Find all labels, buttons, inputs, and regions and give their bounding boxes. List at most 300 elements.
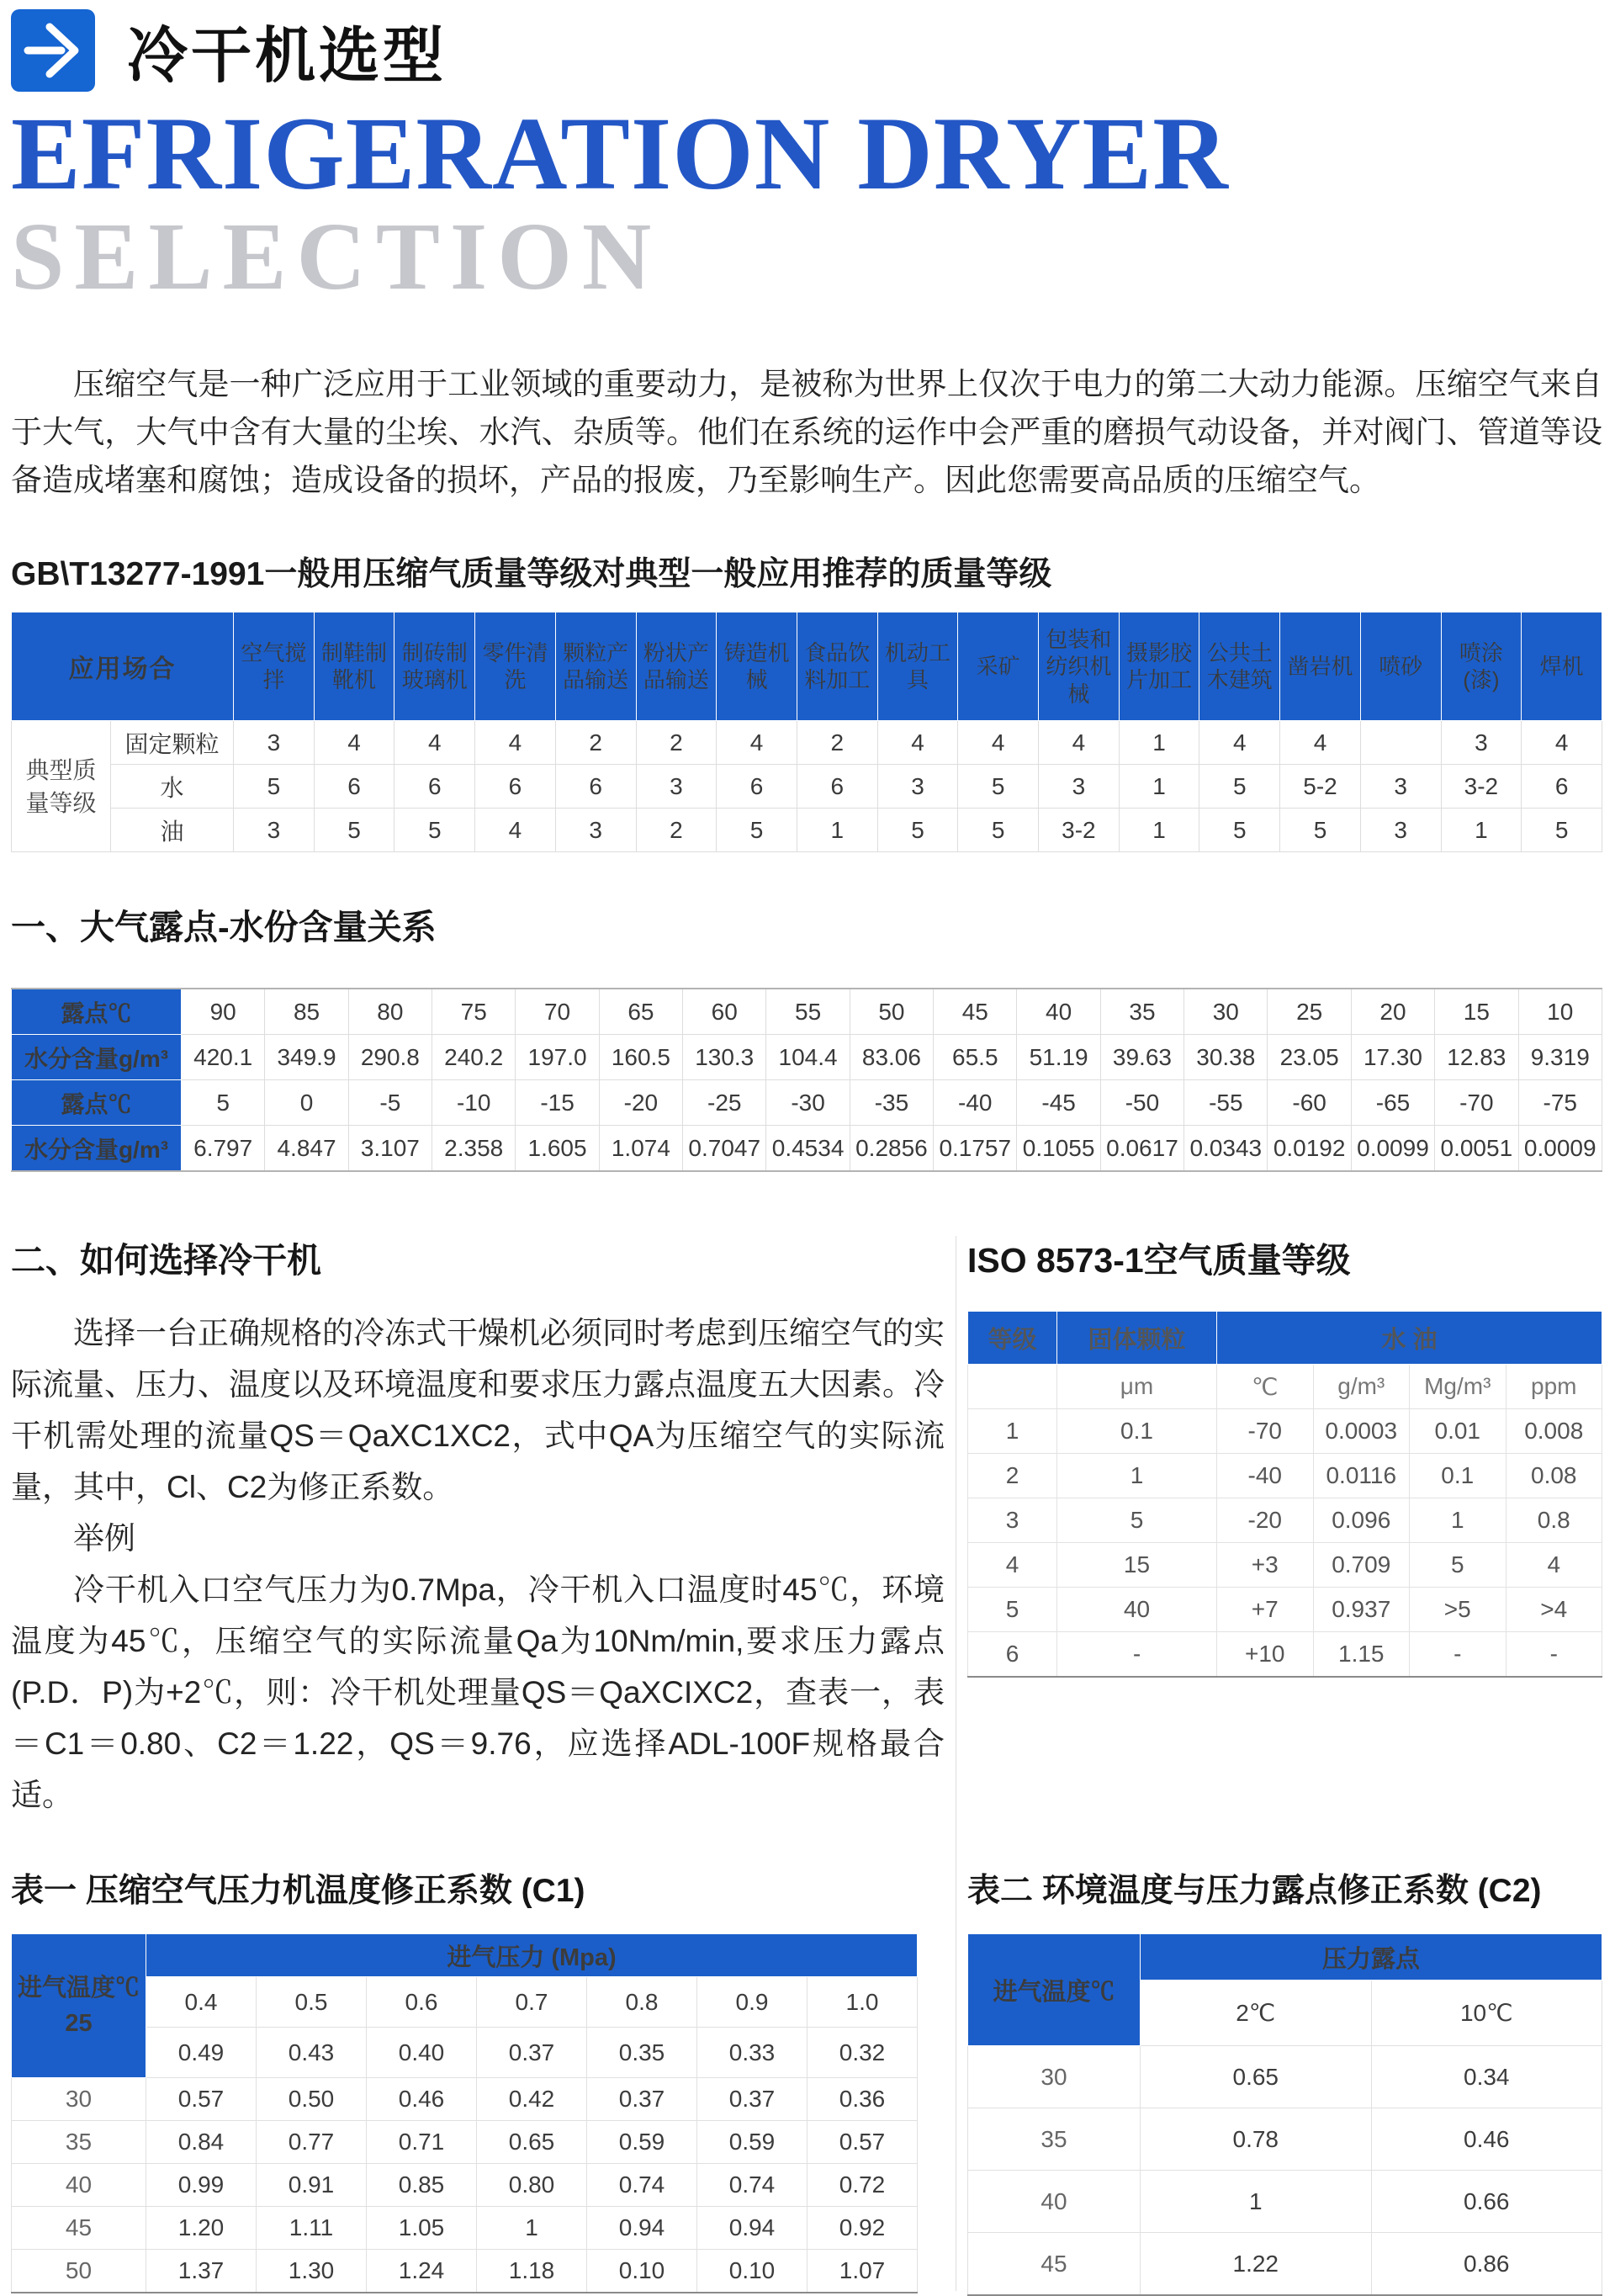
table-row bbox=[968, 2046, 1602, 2108]
dewpoint-cell: -60 bbox=[1268, 1080, 1351, 1126]
dewpoint-table bbox=[11, 988, 1602, 1172]
iso-cell: 0.0003 bbox=[1313, 1409, 1410, 1454]
c1-cell: 0.65 bbox=[477, 2121, 587, 2164]
unit-cell: μm bbox=[1057, 1365, 1217, 1409]
water-content-cell: 0.1757 bbox=[934, 1126, 1017, 1172]
iso-cell: >4 bbox=[1506, 1588, 1602, 1632]
iso-cell: 0.937 bbox=[1313, 1588, 1410, 1632]
iso-cell: 4 bbox=[968, 1543, 1057, 1588]
table-row bbox=[12, 1080, 1602, 1126]
application-column-header: 制鞋制靴机 bbox=[314, 612, 394, 721]
grade-cell: 5 bbox=[1522, 809, 1602, 852]
c1-cell: 0.85 bbox=[367, 2164, 477, 2207]
c1-cell: 1.05 bbox=[367, 2207, 477, 2250]
table-row bbox=[12, 2121, 918, 2164]
grade-cell: 3 bbox=[877, 765, 958, 809]
row-label: 50 bbox=[12, 2250, 146, 2293]
table-row bbox=[12, 809, 1602, 852]
application-column-header: 采矿 bbox=[958, 612, 1039, 721]
c1-cell: 0.71 bbox=[367, 2121, 477, 2164]
table-row bbox=[968, 2171, 1602, 2233]
iso-cell: 0.096 bbox=[1313, 1498, 1410, 1543]
table-row bbox=[968, 1454, 1602, 1498]
dewpoint-cell: -20 bbox=[599, 1080, 682, 1126]
dewpoint-cell: 15 bbox=[1435, 989, 1518, 1035]
dewpoint-column-header: 2℃ bbox=[1141, 1980, 1372, 2046]
dewpoint-cell: -25 bbox=[683, 1080, 766, 1126]
dewpoint-cell: 25 bbox=[1268, 989, 1351, 1035]
grade-cell: 1 bbox=[797, 809, 877, 852]
water-content-cell: 160.5 bbox=[599, 1035, 682, 1080]
application-column-header: 零件清洗 bbox=[475, 612, 556, 721]
c2-cell: 0.86 bbox=[1371, 2233, 1602, 2296]
table-row bbox=[968, 1632, 1602, 1678]
unit-cell: ppm bbox=[1506, 1365, 1602, 1409]
c2-cell: 0.34 bbox=[1371, 2046, 1602, 2108]
table-row bbox=[12, 2250, 918, 2293]
c1-cell: 0.92 bbox=[808, 2207, 918, 2250]
c1-cell: 0.33 bbox=[697, 2028, 808, 2078]
water-content-cell: 30.38 bbox=[1184, 1035, 1268, 1080]
table-row bbox=[968, 1543, 1602, 1588]
row-label: 30 bbox=[968, 2046, 1141, 2108]
iso-cell: -70 bbox=[1217, 1409, 1314, 1454]
iso-cell: 1 bbox=[968, 1409, 1057, 1454]
water-content-cell: 9.319 bbox=[1518, 1035, 1602, 1080]
water-content-cell: 1.605 bbox=[516, 1126, 599, 1172]
iso-cell: 5 bbox=[1410, 1543, 1506, 1588]
water-content-cell: 0.0192 bbox=[1268, 1126, 1351, 1172]
grade-cell: 5 bbox=[717, 809, 797, 852]
example-text: 冷干机入口空气压力为0.7Mpa，冷干机入口温度时45℃，环境温度为45℃，压缩空气的实际流量Qa为10Nm/min,要求压力露点(P.D．P)为+2℃，则：冷干机处理量QS＝QaXCIXC2，查表一，表＝C1＝0.80、C2＝1.22，QS＝9.76，应选择ADL-100F规格最合适。 bbox=[11, 1572, 945, 1813]
c1-cell: 0.37 bbox=[697, 2078, 808, 2121]
title-english-line2: SELECTION bbox=[11, 203, 662, 310]
water-content-cell: 349.9 bbox=[265, 1035, 348, 1080]
dewpoint-cell: 30 bbox=[1184, 989, 1268, 1035]
grade-cell: 2 bbox=[636, 809, 717, 852]
water-content-cell: 0.0099 bbox=[1351, 1126, 1434, 1172]
iso-cell: >5 bbox=[1410, 1588, 1506, 1632]
row-label: 水 bbox=[111, 765, 234, 809]
dewpoint-cell: 35 bbox=[1100, 989, 1183, 1035]
section2-heading: 二、如何选择冷干机 bbox=[11, 1241, 321, 1281]
water-oil-column-header: 水 油 bbox=[1217, 1312, 1602, 1365]
grade-cell: 4 bbox=[314, 721, 394, 765]
grade-cell: 4 bbox=[475, 721, 556, 765]
grade-column-header: 等级 bbox=[968, 1312, 1057, 1365]
grade-cell: 5 bbox=[958, 765, 1039, 809]
iso-cell: 0.8 bbox=[1506, 1498, 1602, 1543]
iso-cell: 5 bbox=[1057, 1498, 1217, 1543]
row-label: 固定颗粒 bbox=[111, 721, 234, 765]
title-english-line1: EFRIGERATION DRYER bbox=[11, 96, 1229, 211]
grade-cell: 6 bbox=[394, 765, 475, 809]
grade-cell: 1 bbox=[1119, 765, 1199, 809]
c1-cell: 1.11 bbox=[257, 2207, 367, 2250]
dewpoint-cell: -75 bbox=[1518, 1080, 1602, 1126]
units-row bbox=[968, 1365, 1602, 1409]
grade-cell: 3 bbox=[234, 809, 315, 852]
grade-cell: 3 bbox=[1039, 765, 1120, 809]
water-content-cell: 130.3 bbox=[683, 1035, 766, 1080]
grade-cell: 4 bbox=[475, 809, 556, 852]
dewpoint-cell: 70 bbox=[516, 989, 599, 1035]
application-column-header: 铸造机械 bbox=[717, 612, 797, 721]
row-label: 35 bbox=[968, 2108, 1141, 2171]
iso-cell: - bbox=[1506, 1632, 1602, 1678]
c1-cell: 0.99 bbox=[146, 2164, 257, 2207]
corner-line2: 25 bbox=[65, 2010, 93, 2038]
grade-cell: 3 bbox=[1360, 809, 1441, 852]
grade-cell: 3 bbox=[1441, 721, 1522, 765]
grade-cell: 3-2 bbox=[1441, 765, 1522, 809]
iso-cell: 40 bbox=[1057, 1588, 1217, 1632]
pressure-cell: 1.0 bbox=[808, 1977, 918, 2028]
c1-cell: 0.80 bbox=[477, 2164, 587, 2207]
iso-cell: 6 bbox=[968, 1632, 1057, 1678]
iso-cell: -20 bbox=[1217, 1498, 1314, 1543]
c1-cell: 0.32 bbox=[808, 2028, 918, 2078]
grade-cell: 5 bbox=[314, 809, 394, 852]
table-row bbox=[968, 1498, 1602, 1543]
iso-cell: 1 bbox=[1057, 1454, 1217, 1498]
dewpoint-cell: 90 bbox=[182, 989, 265, 1035]
c1-table-title: 表一 压缩空气压力机温度修正系数 (C1) bbox=[11, 1873, 585, 1910]
header bbox=[11, 7, 1602, 94]
dewpoint-cell: -10 bbox=[432, 1080, 516, 1126]
selection-paragraph bbox=[11, 1307, 945, 1821]
iso-cell: 1.15 bbox=[1313, 1632, 1410, 1678]
dewpoint-cell: -55 bbox=[1184, 1080, 1268, 1126]
gb-quality-table bbox=[11, 612, 1602, 852]
water-content-cell: 17.30 bbox=[1351, 1035, 1434, 1080]
grade-cell: 4 bbox=[1199, 721, 1280, 765]
row-label: 45 bbox=[968, 2233, 1141, 2296]
grade-cell: 5 bbox=[234, 765, 315, 809]
c1-cell: 0.74 bbox=[697, 2164, 808, 2207]
dewpoint-cell: -65 bbox=[1351, 1080, 1434, 1126]
empty-cell bbox=[968, 1365, 1057, 1409]
c1-cell: 0.94 bbox=[587, 2207, 697, 2250]
c2-correction bbox=[967, 1821, 1602, 2296]
corner-line1: 进气温度℃ bbox=[17, 1975, 140, 2002]
intro-paragraph: 压缩空气是一种广泛应用于工业领域的重要动力，是被称为世界上仅次于电力的第二大动力能源。压缩空气来自于大气，大气中含有大量的尘埃、水汽、杂质等。他们在系统的运作中会严重的磨损气动设备，并对阀门、管道等设备造成堵塞和腐蚀；造成设备的损坏，产品的报废，乃至影响生产。因此您需要高品质的压缩空气。 bbox=[11, 367, 1602, 498]
row-label: 35 bbox=[12, 2121, 146, 2164]
dewpoint-cell: 75 bbox=[432, 989, 516, 1035]
iso-cell: 0.0116 bbox=[1313, 1454, 1410, 1498]
application-column-header: 凿岩机 bbox=[1280, 612, 1361, 721]
iso-cell: 2 bbox=[968, 1454, 1057, 1498]
pressure-cell: 0.9 bbox=[697, 1977, 808, 2028]
c1-cell: 0.74 bbox=[587, 2164, 697, 2207]
table-row bbox=[12, 989, 1602, 1035]
iso-cell: +7 bbox=[1217, 1588, 1314, 1632]
dewpoint-cell: -70 bbox=[1435, 1080, 1518, 1126]
dewpoint-cell: 20 bbox=[1351, 989, 1434, 1035]
c1-cell: 0.57 bbox=[808, 2121, 918, 2164]
row-label: 水分含量g/m³ bbox=[12, 1035, 182, 1080]
dewpoint-cell: 40 bbox=[1017, 989, 1100, 1035]
c1-cell: 0.10 bbox=[697, 2250, 808, 2293]
pressure-cell: 0.7 bbox=[477, 1977, 587, 2028]
table-row bbox=[12, 1035, 1602, 1080]
grade-cell: 1 bbox=[1119, 809, 1199, 852]
row-label: 露点℃ bbox=[12, 989, 182, 1035]
table-header-row bbox=[968, 1312, 1602, 1365]
row-group-label: 典型质量等级 bbox=[12, 721, 111, 852]
application-column-header: 制砖制玻璃机 bbox=[394, 612, 475, 721]
table-row bbox=[12, 2164, 918, 2207]
iso-cell: 5 bbox=[968, 1588, 1057, 1632]
iso-cell: 15 bbox=[1057, 1543, 1217, 1588]
dewpoint-cell: -5 bbox=[348, 1080, 432, 1126]
table-row bbox=[12, 2207, 918, 2250]
pressure-cell: 0.8 bbox=[587, 1977, 697, 2028]
grade-cell: 2 bbox=[636, 721, 717, 765]
pressure-header: 进气压力 (Mpa) bbox=[146, 1934, 918, 1977]
application-column-header: 空气搅拌 bbox=[234, 612, 315, 721]
example-label: 举例 bbox=[73, 1521, 135, 1556]
grade-cell: 1 bbox=[1119, 721, 1199, 765]
c1-cell: 0.72 bbox=[808, 2164, 918, 2207]
water-content-cell: 65.5 bbox=[934, 1035, 1017, 1080]
grade-cell: 4 bbox=[877, 721, 958, 765]
c1-table bbox=[11, 1933, 918, 2293]
row-label: 40 bbox=[968, 2171, 1141, 2233]
water-content-cell: 1.074 bbox=[599, 1126, 682, 1172]
water-content-cell: 0.0343 bbox=[1184, 1126, 1268, 1172]
grade-cell: 6 bbox=[314, 765, 394, 809]
application-column-header: 摄影胶片加工 bbox=[1119, 612, 1199, 721]
iso-cell: 3 bbox=[968, 1498, 1057, 1543]
table-header-row bbox=[12, 1934, 918, 1977]
iso-cell: 0.008 bbox=[1506, 1409, 1602, 1454]
selection-guide bbox=[11, 1233, 945, 1821]
grade-cell: 1 bbox=[1441, 809, 1522, 852]
c1-cell: 0.59 bbox=[697, 2121, 808, 2164]
water-content-cell: 104.4 bbox=[766, 1035, 850, 1080]
table-row bbox=[968, 1588, 1602, 1632]
application-column-header: 粉状产品输送 bbox=[636, 612, 717, 721]
application-column-header: 焊机 bbox=[1522, 612, 1602, 721]
grade-cell: 5 bbox=[394, 809, 475, 852]
corner-cell: 进气温度℃ bbox=[968, 1934, 1141, 2046]
grade-cell: 4 bbox=[1522, 721, 1602, 765]
grade-cell bbox=[1360, 721, 1441, 765]
corner-cell: 应用场合 bbox=[12, 612, 234, 721]
grade-cell: 3 bbox=[555, 809, 636, 852]
c1-cell: 1.20 bbox=[146, 2207, 257, 2250]
dewpoint-cell: 45 bbox=[934, 989, 1017, 1035]
grade-cell: 5 bbox=[1199, 765, 1280, 809]
c1-correction bbox=[11, 1821, 945, 2296]
dewpoint-cell: 80 bbox=[348, 989, 432, 1035]
grade-cell: 2 bbox=[797, 721, 877, 765]
c2-cell: 0.46 bbox=[1371, 2108, 1602, 2171]
row-label: 45 bbox=[12, 2207, 146, 2250]
water-content-cell: 6.797 bbox=[182, 1126, 265, 1172]
grade-cell: 6 bbox=[475, 765, 556, 809]
grade-cell: 4 bbox=[394, 721, 475, 765]
grade-cell: 5-2 bbox=[1280, 765, 1361, 809]
c2-cell: 0.78 bbox=[1141, 2108, 1372, 2171]
iso-heading: ISO 8573-1空气质量等级 bbox=[967, 1241, 1351, 1281]
c1-cell: 0.59 bbox=[587, 2121, 697, 2164]
dewpoint-cell: 85 bbox=[265, 989, 348, 1035]
dewpoint-cell: 5 bbox=[182, 1080, 265, 1126]
unit-cell: g/m³ bbox=[1313, 1365, 1410, 1409]
dewpoint-header: 压力露点 bbox=[1141, 1934, 1602, 1980]
water-content-cell: 12.83 bbox=[1435, 1035, 1518, 1080]
grade-cell: 3 bbox=[1360, 765, 1441, 809]
grade-cell: 6 bbox=[555, 765, 636, 809]
c1-cell: 0.84 bbox=[146, 2121, 257, 2164]
gb-table-heading: GB\T13277-1991一般用压缩气质量等级对典型一般应用推荐的质量等级 bbox=[11, 556, 1052, 593]
c1-cell: 0.50 bbox=[257, 2078, 367, 2121]
water-content-cell: 0.0009 bbox=[1518, 1126, 1602, 1172]
c1-cell: 1.30 bbox=[257, 2250, 367, 2293]
grade-cell: 3 bbox=[234, 721, 315, 765]
grade-cell: 5 bbox=[958, 809, 1039, 852]
iso-cell: 0.1 bbox=[1410, 1454, 1506, 1498]
c1-cell: 0.40 bbox=[367, 2028, 477, 2078]
application-column-header: 公共土木建筑 bbox=[1199, 612, 1280, 721]
water-content-cell: 83.06 bbox=[850, 1035, 933, 1080]
grade-cell: 6 bbox=[717, 765, 797, 809]
dewpoint-cell: -45 bbox=[1017, 1080, 1100, 1126]
c1-cell: 0.10 bbox=[587, 2250, 697, 2293]
page-title: 冷干机选型 bbox=[127, 23, 447, 90]
grade-cell: 2 bbox=[555, 721, 636, 765]
arrow-right-icon bbox=[11, 9, 95, 92]
water-content-cell: 4.847 bbox=[265, 1126, 348, 1172]
iso-cell: 4 bbox=[1506, 1543, 1602, 1588]
application-column-header: 食品饮料加工 bbox=[797, 612, 877, 721]
c1-cell: 1.18 bbox=[477, 2250, 587, 2293]
iso-cell: - bbox=[1410, 1632, 1506, 1678]
grade-cell: 6 bbox=[797, 765, 877, 809]
grade-cell: 4 bbox=[1280, 721, 1361, 765]
grade-cell: 3-2 bbox=[1039, 809, 1120, 852]
iso-cell: 0.08 bbox=[1506, 1454, 1602, 1498]
water-content-cell: 0.4534 bbox=[766, 1126, 850, 1172]
water-content-cell: 3.107 bbox=[348, 1126, 432, 1172]
dewpoint-cell: 65 bbox=[599, 989, 682, 1035]
row-label: 水分含量g/m³ bbox=[12, 1126, 182, 1172]
grade-cell: 5 bbox=[1199, 809, 1280, 852]
c1-cell: 0.43 bbox=[257, 2028, 367, 2078]
c2-cell: 0.66 bbox=[1371, 2171, 1602, 2233]
row-label: 40 bbox=[12, 2164, 146, 2207]
table-row bbox=[12, 765, 1602, 809]
dewpoint-cell: 55 bbox=[766, 989, 850, 1035]
dewpoint-cell: -30 bbox=[766, 1080, 850, 1126]
iso-cell: -40 bbox=[1217, 1454, 1314, 1498]
water-content-cell: 290.8 bbox=[348, 1035, 432, 1080]
c1-cell: 0.42 bbox=[477, 2078, 587, 2121]
table-row bbox=[968, 1409, 1602, 1454]
row-label: 油 bbox=[111, 809, 234, 852]
table-row bbox=[12, 721, 1602, 765]
c2-cell: 1.22 bbox=[1141, 2233, 1372, 2296]
iso-air-quality bbox=[967, 1233, 1602, 1821]
grade-cell: 4 bbox=[717, 721, 797, 765]
dewpoint-cell: 10 bbox=[1518, 989, 1602, 1035]
pressure-cell: 0.5 bbox=[257, 1977, 367, 2028]
grade-cell: 6 bbox=[1522, 765, 1602, 809]
selection-text: 选择一台正确规格的冷冻式干燥机必须同时考虑到压缩空气的实际流量、压力、温度以及环境温度和要求压力露点温度五大因素。冷干机需处理的流量QS＝QaXC1XC2，式中QA为压缩空气的实际流量，其中，Cl、C2为修正系数。 bbox=[11, 1316, 945, 1505]
grade-cell: 4 bbox=[1039, 721, 1120, 765]
iso-table bbox=[967, 1311, 1602, 1678]
table-header-row bbox=[968, 1934, 1602, 1980]
unit-cell: ℃ bbox=[1217, 1365, 1314, 1409]
c1-cell: 0.37 bbox=[587, 2078, 697, 2121]
iso-cell: 1 bbox=[1410, 1498, 1506, 1543]
row-label: 30 bbox=[12, 2078, 146, 2121]
dewpoint-cell: 50 bbox=[850, 989, 933, 1035]
water-content-cell: 39.63 bbox=[1100, 1035, 1183, 1080]
c2-table-title: 表二 环境温度与压力露点修正系数 (C2) bbox=[967, 1873, 1542, 1910]
c1-cell: 0.37 bbox=[477, 2028, 587, 2078]
c1-cell: 0.35 bbox=[587, 2028, 697, 2078]
iso-cell: 0.1 bbox=[1057, 1409, 1217, 1454]
grade-cell: 4 bbox=[958, 721, 1039, 765]
c1-cell: 1.24 bbox=[367, 2250, 477, 2293]
water-content-cell: 2.358 bbox=[432, 1126, 516, 1172]
c1-cell: 1.07 bbox=[808, 2250, 918, 2293]
corner-cell bbox=[12, 1934, 146, 2078]
c1-cell: 0.36 bbox=[808, 2078, 918, 2121]
c2-table bbox=[967, 1933, 1602, 2296]
dewpoint-cell: -40 bbox=[934, 1080, 1017, 1126]
water-content-cell: 197.0 bbox=[516, 1035, 599, 1080]
iso-cell: +3 bbox=[1217, 1543, 1314, 1588]
table-row bbox=[12, 2028, 918, 2078]
water-content-cell: 0.0617 bbox=[1100, 1126, 1183, 1172]
dewpoint-cell: -50 bbox=[1100, 1080, 1183, 1126]
pressure-values-row bbox=[12, 1977, 918, 2028]
grade-cell: 5 bbox=[1280, 809, 1361, 852]
application-column-header: 包装和纺织机械 bbox=[1039, 612, 1120, 721]
dewpoint-column-header: 10℃ bbox=[1371, 1980, 1602, 2046]
water-content-cell: 51.19 bbox=[1017, 1035, 1100, 1080]
c1-cell: 1.37 bbox=[146, 2250, 257, 2293]
water-content-cell: 0.2856 bbox=[850, 1126, 933, 1172]
c2-cell: 0.65 bbox=[1141, 2046, 1372, 2108]
iso-cell: 0.01 bbox=[1410, 1409, 1506, 1454]
water-content-cell: 0.1055 bbox=[1017, 1126, 1100, 1172]
solid-particle-column-header: 固体颗粒 bbox=[1057, 1312, 1217, 1365]
water-content-cell: 0.0051 bbox=[1435, 1126, 1518, 1172]
grade-cell: 5 bbox=[877, 809, 958, 852]
application-column-header: 颗粒产品输送 bbox=[555, 612, 636, 721]
table-row bbox=[968, 2233, 1602, 2296]
table-row bbox=[12, 1126, 1602, 1172]
water-content-cell: 240.2 bbox=[432, 1035, 516, 1080]
application-column-header: 喷砂 bbox=[1360, 612, 1441, 721]
c1-cell: 1 bbox=[477, 2207, 587, 2250]
water-content-cell: 0.7047 bbox=[683, 1126, 766, 1172]
row-label: 露点℃ bbox=[12, 1080, 182, 1126]
dewpoint-cell: 60 bbox=[683, 989, 766, 1035]
section1-heading: 一、大气露点-水份含量关系 bbox=[11, 908, 437, 947]
iso-cell: - bbox=[1057, 1632, 1217, 1678]
c1-cell: 0.91 bbox=[257, 2164, 367, 2207]
two-column-zone bbox=[11, 1233, 1602, 2296]
c1-cell: 0.94 bbox=[697, 2207, 808, 2250]
pressure-cell: 0.6 bbox=[367, 1977, 477, 2028]
dewpoint-cell: 0 bbox=[265, 1080, 348, 1126]
